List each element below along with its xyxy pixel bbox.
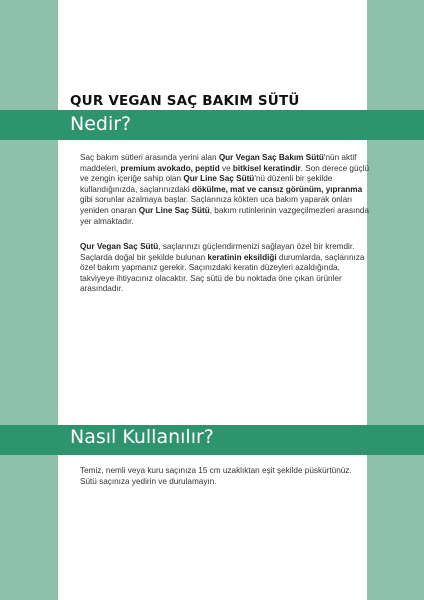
text-run: ve [219,163,233,173]
section-band-nedir [0,110,424,140]
text-run: . Son derece güçlü ve zengin içeriğe sahip olan [80,163,369,184]
bold-text-run: Qur Vegan Saç Sütü [80,242,159,251]
right-decorative-strip [367,0,424,600]
text-run: Temiz, nemli veya kuru saçınıza 15 cm uzaklıktan eşit şekilde püskürtünüz. Sütü saçınıza yedirin ve durulamayın. [80,466,352,486]
text-run: 'nün aktif maddeleri, [80,153,357,173]
bold-text-run: Qur Line Saç Sütü [183,174,255,184]
bold-text-run: keratinin eksildiği [207,252,277,262]
bold-text-run: premium avokado, peptid [120,163,220,173]
bold-text-run: dökülme, mat ve cansız görünüm, yıpranma [191,184,363,194]
bold-text-run: Qur Line Saç Sütü [138,205,210,215]
text-run: 'nü düzenli bir şekilde kullandığınızda, saçlarınızdaki [80,174,333,194]
text-run: durumlarda, saçlarınıza özel bakım yapmanız gerekir. Saçınızdaki keratin düzeyleri azaldığında, takviyeye ihtiyacınız olacaktır. Saç sütü de bu noktada öne çıkan ürünler arasındadır. [80,252,365,294]
paragraph-nedir-1 [80,153,370,227]
text-run: Saç bakım sütleri arasında yerini alan [80,153,219,162]
left-decorative-strip [0,0,58,600]
paragraph-kullanim-1 [80,466,370,487]
paragraph-nedir-2 [80,242,370,295]
section-heading-nedir: Nedir? [70,113,132,135]
text-run: gibi sorunlar azalmaya başlar. Saçlarınıza kökten uca bakım yaparak onları yeniden onaran [80,195,353,215]
bold-text-run: Qur Vegan Saç Bakım Sütü [218,153,324,162]
document-title: QUR VEGAN SAÇ BAKIM SÜTÜ [70,93,300,109]
text-run: , bakım rutinlerinin vazgeçilmezleri arasında yer almaktadır. [80,205,369,226]
bold-text-run: bitkisel keratindir [232,163,301,173]
section-heading-kullanim: Nasıl Kullanılır? [70,426,214,448]
text-run: , saçlarınızı güçlendirmenizi sağlayan özel bir kremdir. Saçlarda doğal bir şekilde bulunan [80,242,355,262]
